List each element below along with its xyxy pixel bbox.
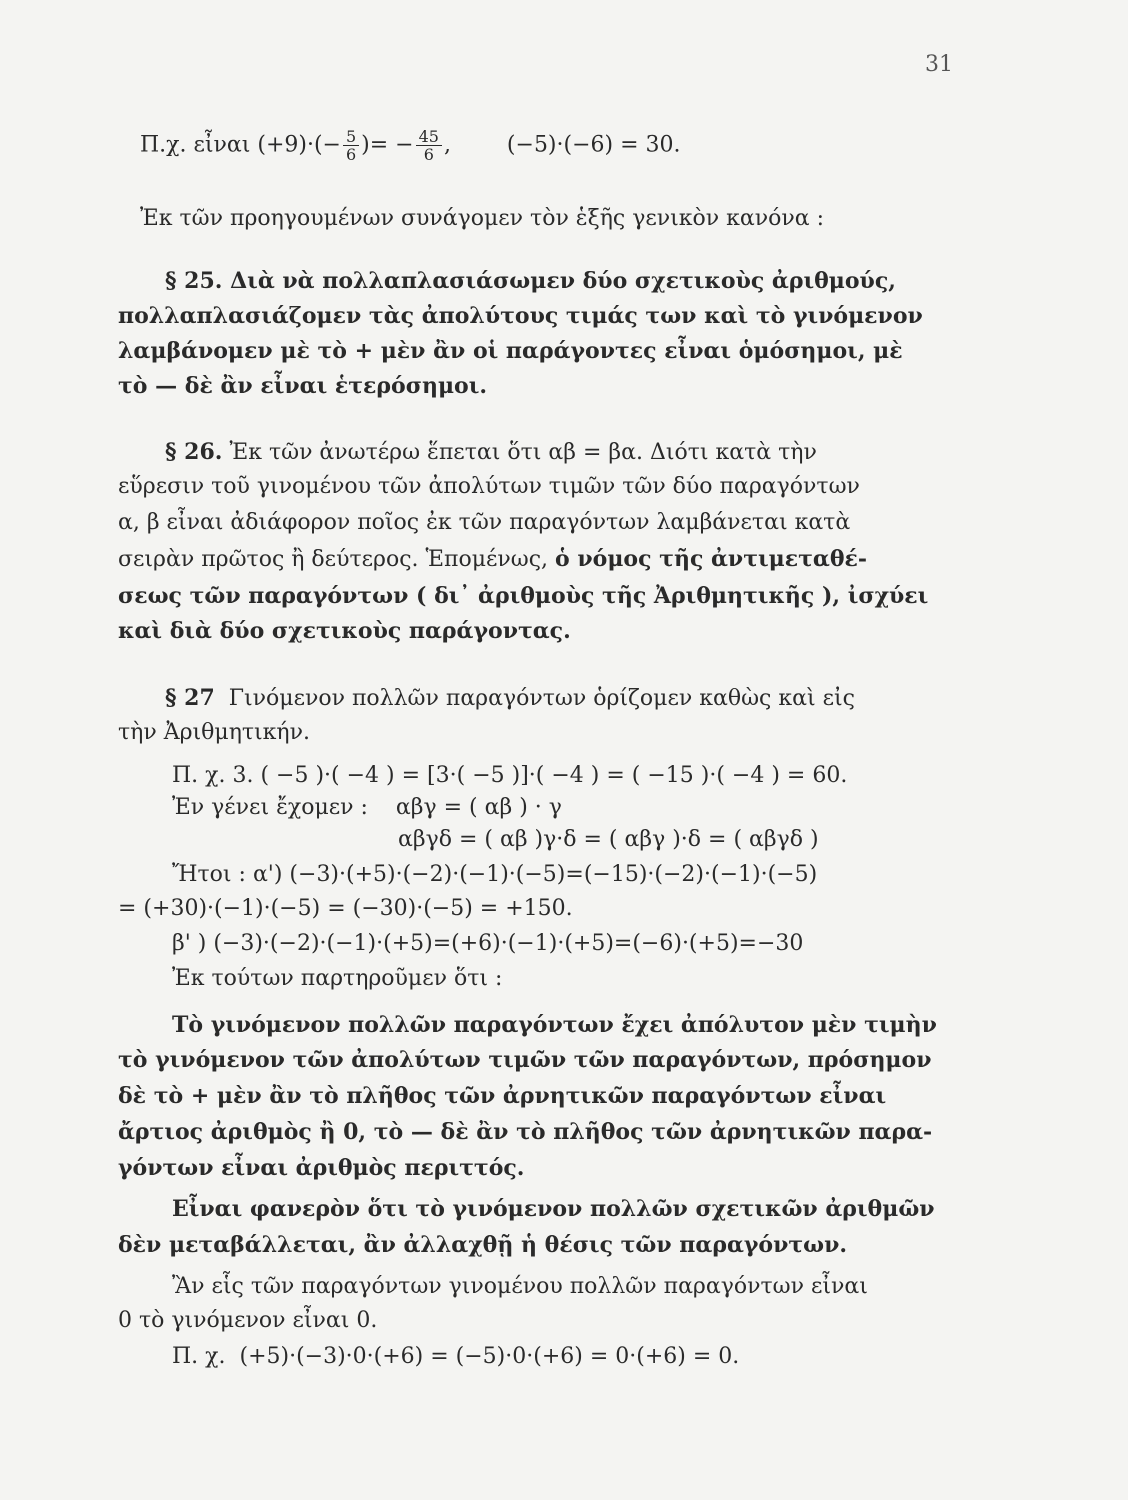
fraction-45-6 — [416, 128, 442, 163]
zero-line-1: Ἂν εἷς τῶν παραγόντων γινομένου πολλῶν παραγόντων εἶναι — [172, 1274, 868, 1299]
example-a-line-2: = (+30)·(−1)·(−5) = (−30)·(−5) = +150. — [118, 896, 573, 921]
section-25-line-4: τὸ — δὲ ἂν εἶναι ἑτερόσημοι. — [118, 373, 488, 399]
zero-line-2: 0 τὸ γινόμενον εἶναι 0. — [118, 1308, 378, 1333]
numerator: 45 — [416, 128, 442, 146]
numerator: 5 — [343, 128, 359, 146]
section-27-line-1 — [165, 685, 855, 711]
ex-text-2: )= − — [361, 132, 414, 158]
fact-line-1: Εἶναι φανερὸν ὅτι τὸ γινόμενον πολλῶν σχετικῶν ἀριθμῶν — [172, 1196, 935, 1222]
section-26-number: § 26. — [165, 439, 223, 465]
example-a-line-1: Ἤτοι : α') (−3)·(+5)·(−2)·(−1)·(−5)=(−15)·(−2)·(−1)·(−5) — [172, 862, 818, 887]
general-formula-2: αβγδ = ( αβ )γ·δ = ( αβγ )·δ = ( αβγδ ) — [398, 827, 819, 852]
page-number: 31 — [925, 52, 953, 77]
section-26-line-6: καὶ διὰ δύο σχετικοὺς παράγοντας. — [118, 618, 571, 644]
fraction-5-6 — [343, 128, 359, 163]
section-26-line-2: εὕρεσιν τοῦ γινομένου τῶν ἀπολύτων τιμῶν τῶν δύο παραγόντων — [118, 474, 860, 499]
text-line: Ἐκ τῶν προηγουμένων συνάγομεν τὸν ἑξῆς γενικὸν κανόνα : — [140, 206, 824, 231]
fact-line-2: δὲν μεταβάλλεται, ἂν ἀλλαχθῇ ἡ θέσις τῶν παραγόντων. — [118, 1232, 848, 1258]
rule-line-2: τὸ γινόμενον τῶν ἀπολύτων τιμῶν τῶν παραγόντων, πρόσημον — [118, 1047, 932, 1073]
ex-text-1: Π.χ. εἶναι (+9)·(− — [140, 132, 341, 158]
ex-text-3: , (−5)·(−6) = 30. — [443, 132, 681, 158]
section-26-bold-text: ὁ νόμος τῆς ἀντιμεταθέ- — [555, 546, 868, 572]
section-26-text: Ἐκ τῶν ἀνωτέρω ἕπεται ὅτι αβ = βα. Διότι κατὰ τὴν — [222, 440, 817, 465]
denominator: 6 — [345, 145, 357, 164]
section-25-line-2: πολλαπλασιάζομεν τὰς ἀπολύτους τιμάς των καὶ τὸ γινόμενον — [118, 303, 923, 329]
section-26-line-4 — [118, 546, 867, 572]
rule-line-1: Τὸ γινόμενον πολλῶν παραγόντων ἔχει ἀπόλυτον μὲν τιμὴν — [172, 1012, 937, 1038]
example-b-line: β' ) (−3)·(−2)·(−1)·(+5)=(+6)·(−1)·(+5)=(−6)·(+5)=−30 — [172, 931, 804, 956]
denominator: 6 — [423, 145, 434, 164]
rule-line-3: δὲ τὸ + μὲν ἂν τὸ πλῆθος τῶν ἀρνητικῶν παραγόντων εἶναι — [118, 1083, 887, 1109]
zero-example-line: Π. χ. (+5)·(−3)·0·(+6) = (−5)·0·(+6) = 0·(+6) = 0. — [172, 1344, 740, 1369]
example-line: Π. χ. 3. ( −5 )·( −4 ) = [3·( −5 )]·( −4 ) = ( −15 )·( −4 ) = 60. — [172, 763, 848, 788]
section-26-line-5: σεως τῶν παραγόντων ( δι᾽ ἀριθμοὺς τῆς Ἀριθμητικῆς ), ἰσχύει — [118, 583, 929, 609]
general-formula-1: Ἐν γένει ἔχομεν : αβγ = ( αβ ) · γ — [172, 795, 562, 820]
section-27-line-2: τὴν Ἀριθμητικήν. — [118, 720, 310, 745]
rule-line-4: ἄρτιος ἀριθμὸς ἢ 0, τὸ — δὲ ἂν τὸ πλῆθος τῶν ἀρνητικῶν παρα- — [118, 1119, 933, 1145]
example-fraction-line — [140, 128, 681, 163]
section-27-number: § 27 — [165, 685, 215, 711]
section-25-line-1: § 25. Διὰ νὰ πολλαπλασιάσωμεν δύο σχετικοὺς ἀριθμούς, — [165, 268, 896, 294]
section-27-text: Γινόμενον πολλῶν παραγόντων ὁρίζομεν καθὼς καὶ εἰς — [214, 686, 855, 711]
rule-line-5: γόντων εἶναι ἀριθμὸς περιττός. — [118, 1155, 525, 1181]
section-26-text: σειρὰν πρῶτος ἢ δεύτερος. Ἑπομένως, — [118, 547, 556, 572]
section-26-line-1 — [165, 439, 817, 465]
section-25-line-3: λαμβάνομεν μὲ τὸ + μὲν ἂν οἱ παράγοντες εἶναι ὁμόσημοι, μὲ — [118, 338, 903, 364]
observation-line: Ἐκ τούτων παρτηροῦμεν ὅτι : — [172, 966, 503, 991]
section-26-line-3: α, β εἶναι ἀδιάφορον ποῖος ἐκ τῶν παραγόντων λαμβάνεται κατὰ — [118, 510, 851, 535]
